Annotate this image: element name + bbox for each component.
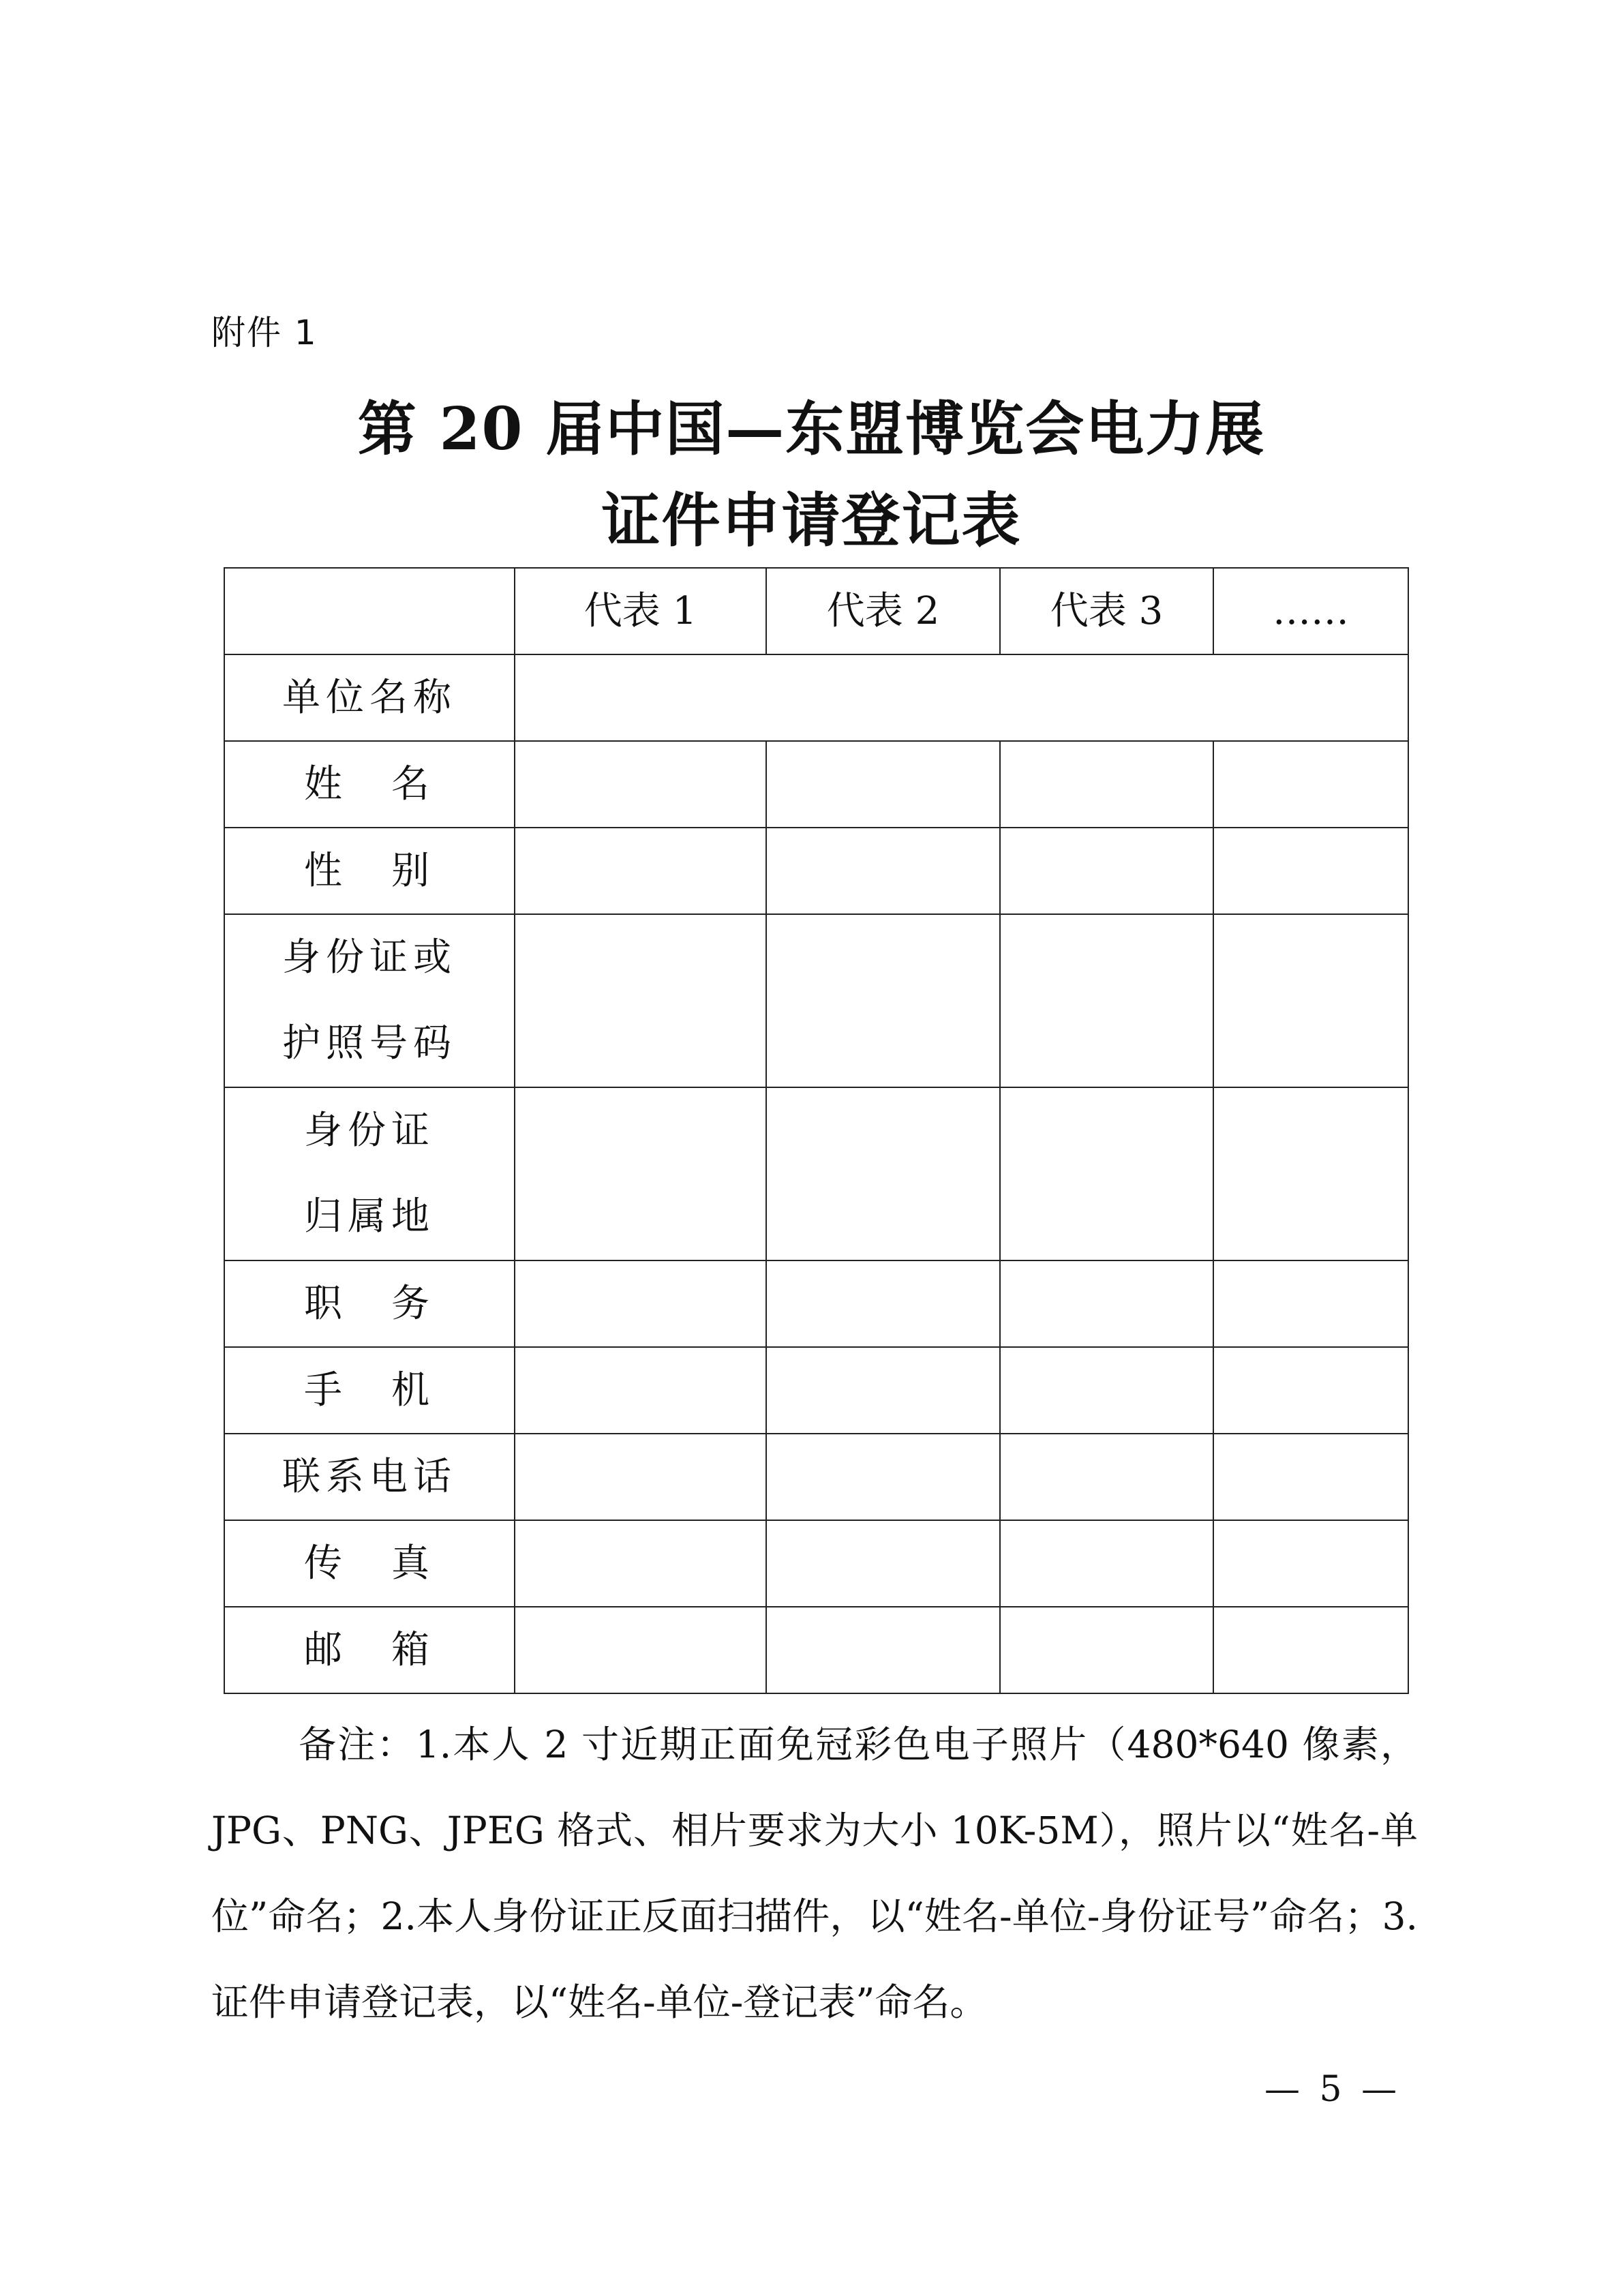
table-row-org [224, 654, 1408, 741]
input-cell[interactable] [515, 828, 766, 914]
table-row-phone [224, 1434, 1408, 1520]
table-row-fax [224, 1520, 1408, 1607]
input-cell[interactable] [1000, 1520, 1213, 1607]
registration-table [224, 567, 1409, 1694]
row-label-org: 单位名称 [224, 654, 515, 741]
input-cell[interactable] [515, 741, 766, 828]
header-cell-rep3: 代表 3 [1000, 568, 1213, 654]
input-cell[interactable] [515, 1087, 766, 1260]
input-cell[interactable] [766, 1087, 1000, 1260]
row-label-name: 姓 名 [224, 741, 515, 828]
row-label-id-line1: 身份证或 [282, 935, 457, 980]
row-label-phone: 联系电话 [224, 1434, 515, 1520]
table-row-id-number [224, 914, 1408, 1087]
input-cell[interactable] [1000, 828, 1213, 914]
input-cell[interactable] [766, 1260, 1000, 1347]
input-cell[interactable] [766, 914, 1000, 1087]
form-title-line2: 证件申请登记表 [601, 486, 1022, 555]
input-cell[interactable] [1000, 741, 1213, 828]
input-cell[interactable] [1213, 1347, 1408, 1434]
table-row-name [224, 741, 1408, 828]
remarks-text: 备注：1.本人 2 寸近期正面免冠彩色电子照片（480*640 像素，JPG、PNG、JPEG 格式、相片要求为大小 10K-5M），照片以“姓名-单位”命名；2.本人身份证正反面扫描件，以“姓名-单位-身份证号”命名；3.证件申请登记表，以“姓名-单位-登记表”命名。 [211, 1723, 1418, 2024]
input-cell[interactable] [515, 1347, 766, 1434]
row-label-id-line2: 护照号码 [282, 1021, 457, 1066]
header-cell-rep2: 代表 2 [766, 568, 1000, 654]
row-label-idloc-line1: 身份证 [304, 1108, 435, 1153]
input-cell[interactable] [515, 1260, 766, 1347]
row-label-id-number [224, 914, 515, 1087]
header-cell-more: …… [1213, 568, 1408, 654]
input-cell-org[interactable] [515, 654, 1408, 741]
input-cell[interactable] [766, 1347, 1000, 1434]
attachment-label: 附件 1 [211, 313, 318, 352]
input-cell[interactable] [1213, 914, 1408, 1087]
row-label-position: 职 务 [224, 1260, 515, 1347]
table-row-position [224, 1260, 1408, 1347]
input-cell[interactable] [1213, 741, 1408, 828]
row-label-email: 邮 箱 [224, 1607, 515, 1693]
table-header-row [224, 568, 1408, 654]
input-cell[interactable] [1213, 1520, 1408, 1607]
input-cell[interactable] [1000, 1607, 1213, 1693]
input-cell[interactable] [1000, 1087, 1213, 1260]
input-cell[interactable] [1213, 828, 1408, 914]
table-row-id-location [224, 1087, 1408, 1260]
page-number: — 5 — [1264, 2069, 1401, 2110]
input-cell[interactable] [766, 1520, 1000, 1607]
input-cell[interactable] [1213, 1087, 1408, 1260]
table-row-mobile [224, 1347, 1408, 1434]
row-label-id-location [224, 1087, 515, 1260]
row-label-fax: 传 真 [224, 1520, 515, 1607]
table-row-gender [224, 828, 1408, 914]
form-title-line1: 第 20 届中国—东盟博览会电力展 [357, 395, 1266, 464]
input-cell[interactable] [1000, 1434, 1213, 1520]
input-cell[interactable] [515, 1607, 766, 1693]
row-label-mobile: 手 机 [224, 1347, 515, 1434]
header-cell-rep1: 代表 1 [515, 568, 766, 654]
input-cell[interactable] [515, 914, 766, 1087]
input-cell[interactable] [1000, 1347, 1213, 1434]
remarks-paragraph [211, 1702, 1418, 2045]
input-cell[interactable] [766, 741, 1000, 828]
input-cell[interactable] [1213, 1607, 1408, 1693]
input-cell[interactable] [515, 1520, 766, 1607]
row-label-gender: 性 别 [224, 828, 515, 914]
input-cell[interactable] [766, 1607, 1000, 1693]
input-cell[interactable] [1000, 1260, 1213, 1347]
input-cell[interactable] [1000, 914, 1213, 1087]
table-row-email [224, 1607, 1408, 1693]
row-label-idloc-line2: 归属地 [304, 1194, 435, 1239]
input-cell[interactable] [766, 828, 1000, 914]
input-cell[interactable] [515, 1434, 766, 1520]
header-cell-empty [224, 568, 515, 654]
input-cell[interactable] [1213, 1260, 1408, 1347]
input-cell[interactable] [1213, 1434, 1408, 1520]
input-cell[interactable] [766, 1434, 1000, 1520]
